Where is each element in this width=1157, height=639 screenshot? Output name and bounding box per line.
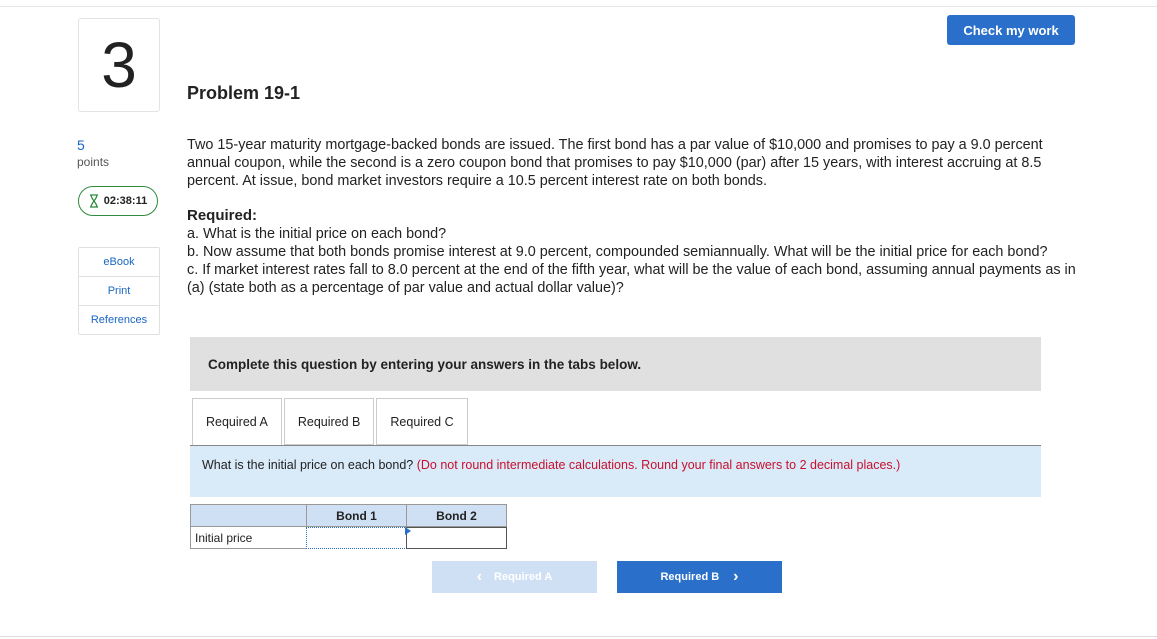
tab-required-b[interactable]: Required B	[284, 398, 375, 445]
points-value: 5	[77, 137, 85, 153]
active-cell-marker-icon	[405, 527, 411, 535]
ebook-button[interactable]: eBook	[79, 248, 159, 277]
subquestion-text: What is the initial price on each bond?	[202, 458, 414, 472]
bond-1-initial-price-input[interactable]	[307, 528, 406, 548]
subquestion-box	[190, 446, 1041, 497]
grid-corner-cell	[190, 504, 307, 527]
row-label-initial-price: Initial price	[190, 527, 307, 549]
next-tab-button[interactable]	[617, 561, 782, 593]
tab-bar	[192, 398, 470, 446]
points-label: points	[77, 155, 110, 169]
print-button[interactable]: Print	[79, 277, 159, 306]
required-heading: Required:	[187, 207, 258, 224]
timer-text: 02:38:11	[103, 195, 148, 207]
problem-text: Two 15-year maturity mortgage-backed bonds are issued. The first bond has a par value of $10,000 and promises to pay a 9.0 percent annual coupon, while the second is a zero coupon bond that promises to pay $10,000 (par) after 15 years, with interest accruing at 8.5 percent. At issue, bond market investors require a 10.5 percent interest rate on both bonds.	[187, 137, 1043, 189]
resource-menu	[78, 247, 160, 335]
bond-2-cell	[406, 527, 507, 549]
hourglass-icon	[89, 194, 99, 208]
bond-2-initial-price-input[interactable]	[407, 528, 506, 548]
bottom-divider	[0, 636, 1157, 637]
instructions-banner	[190, 337, 1041, 391]
tab-required-c[interactable]: Required C	[376, 398, 467, 445]
instructions-text: Complete this question by entering your answers in the tabs below.	[208, 356, 642, 372]
required-section	[187, 207, 1082, 297]
tab-required-a[interactable]: Required A	[192, 398, 282, 446]
references-button[interactable]: References	[90, 314, 148, 326]
required-b-text: b. Now assume that both bonds promise interest at 9.0 percent, compounded semiannually. What will be the initial price for each bond?	[187, 244, 1048, 260]
previous-tab-button[interactable]	[432, 561, 597, 593]
next-tab-label: Required B	[660, 571, 720, 583]
timer[interactable]	[78, 186, 158, 216]
problem-title: Problem 19-1	[187, 83, 301, 103]
chevron-right-icon: ›	[733, 568, 739, 585]
subquestion-hint: (Do not round intermediate calculations. Round your final answers to 2 decimal places.)	[416, 458, 901, 472]
required-a-text: a. What is the initial price on each bond?	[187, 226, 447, 242]
bond-1-cell	[306, 527, 407, 549]
previous-tab-label: Required A	[494, 571, 553, 583]
check-my-work-button[interactable]: Check my work	[947, 15, 1075, 45]
chevron-left-icon: ‹	[476, 568, 483, 585]
column-header-bond-2: Bond 2	[406, 504, 507, 527]
question-number: 3	[78, 18, 160, 112]
top-divider	[0, 6, 1157, 7]
column-header-bond-1: Bond 1	[306, 504, 407, 527]
required-c-text: c. If market interest rates fall to 8.0 percent at the end of the fifth year, what will be the value of each bond, assuming annual payments as in (a) (state both as a percentage of par value and actual dollar value)?	[187, 262, 1076, 296]
